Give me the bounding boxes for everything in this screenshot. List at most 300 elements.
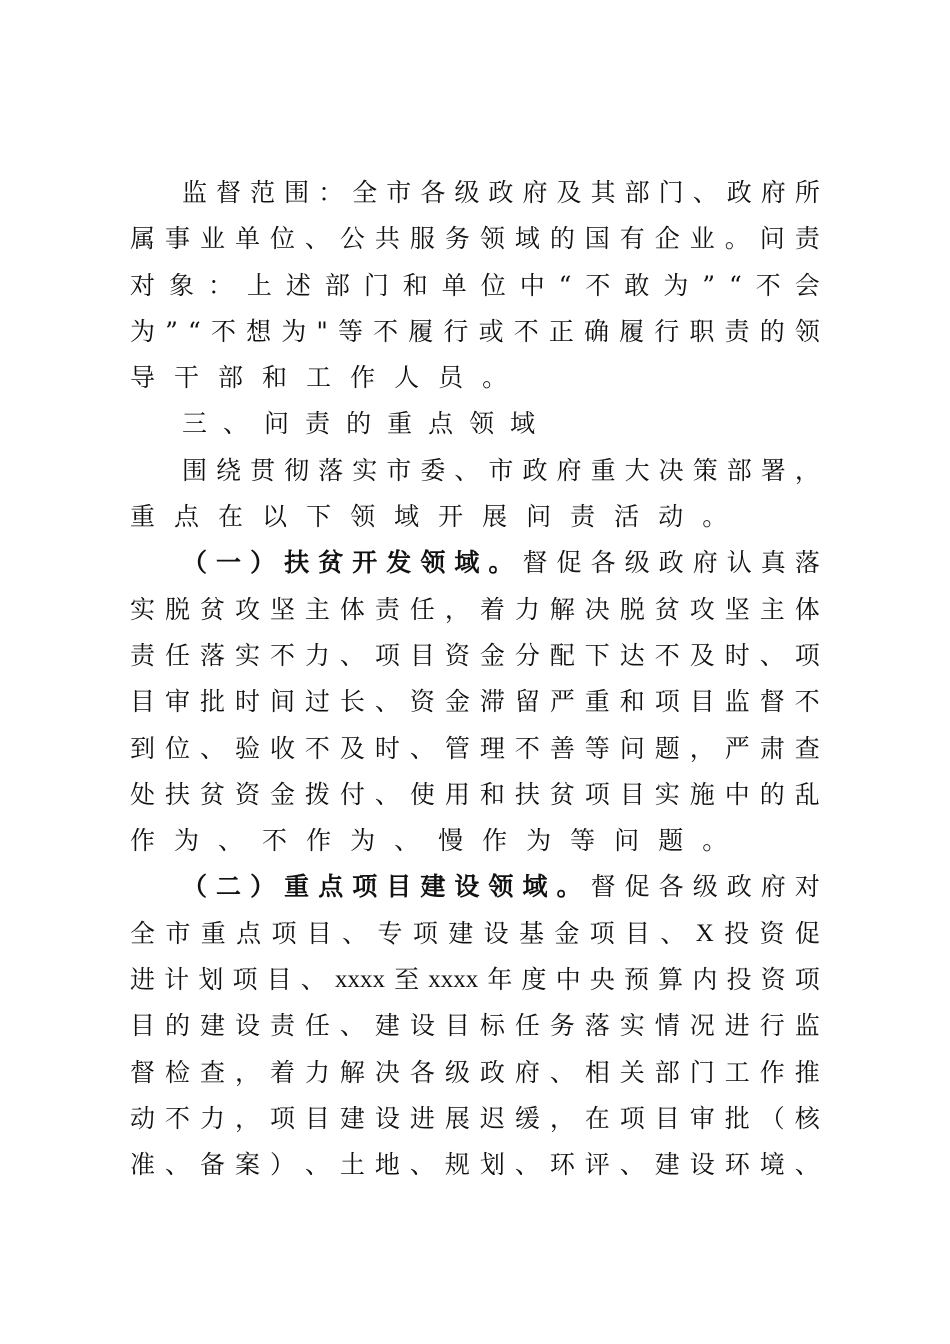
text: 部 (324, 270, 350, 300)
text: 、 (339, 640, 365, 670)
text: 验 (234, 733, 260, 763)
text: ， (234, 1103, 260, 1133)
text: 作 (350, 363, 376, 393)
text: 、 (692, 178, 718, 207)
text: 展 (482, 502, 508, 532)
text: 在 (218, 502, 244, 532)
text: 实 (234, 640, 260, 670)
text: 政 (726, 872, 752, 902)
text: 基 (518, 918, 544, 948)
text: 力 (304, 1057, 330, 1087)
text: 主 (304, 594, 330, 624)
text: 算 (658, 965, 684, 995)
text: 项 (271, 918, 297, 948)
text: 事 (164, 224, 190, 254)
text: 不 (304, 733, 330, 763)
text: 和 (262, 363, 288, 393)
text: 市 (488, 455, 514, 485)
text: 、 (394, 826, 420, 856)
text: 检 (164, 1057, 190, 1087)
text: 、 (409, 1150, 435, 1180)
text: 资 (759, 918, 785, 948)
text: 绕 (216, 455, 242, 485)
text: 、 (223, 409, 249, 439)
text: 严 (724, 733, 750, 763)
text: 攻 (234, 594, 260, 624)
text: “ (558, 270, 572, 300)
text: 或 (478, 316, 504, 346)
bold-text: 域 (454, 548, 480, 578)
text: 缓 (514, 1103, 540, 1133)
text: 市 (386, 455, 412, 485)
text: 工 (724, 1057, 750, 1087)
text: 目 (306, 918, 332, 948)
text: 达 (619, 640, 645, 670)
text: 下 (306, 502, 332, 532)
text: 解 (549, 594, 575, 624)
text: ： (207, 270, 233, 300)
paragraph-line (130, 772, 820, 818)
text: 围 (284, 178, 310, 207)
text: 中 (724, 779, 750, 809)
text: 督 (590, 872, 616, 902)
text: 土 (339, 1150, 365, 1180)
text: 肃 (759, 733, 785, 763)
text: 设 (409, 1011, 435, 1041)
text: 上 (246, 270, 272, 300)
text: 为 (526, 826, 552, 856)
text: 重 (584, 687, 610, 717)
text: 促 (556, 548, 582, 578)
text: 敢 (624, 270, 650, 300)
text: 内 (692, 965, 718, 995)
text: 审 (164, 687, 190, 717)
text: 进 (409, 1103, 435, 1133)
text: 项 (232, 965, 258, 995)
text: 责 (130, 640, 156, 670)
bold-text: ） (250, 872, 276, 902)
text: 收 (269, 733, 295, 763)
text: 资 (760, 965, 786, 995)
text: 部 (218, 363, 244, 393)
text: 配 (549, 640, 575, 670)
text: 单 (234, 224, 260, 254)
text: 着 (479, 594, 505, 624)
text: 范 (250, 178, 276, 207)
text: 市 (165, 918, 191, 948)
text: 批 (724, 1103, 750, 1133)
text: 共 (374, 224, 400, 254)
text: 关 (619, 1057, 645, 1087)
text: 有 (619, 224, 645, 254)
text: 等 (584, 733, 610, 763)
text: 不 (373, 316, 399, 346)
text: 脱 (164, 594, 190, 624)
text: 付 (339, 779, 365, 809)
paragraph-line (130, 911, 820, 957)
text: 督 (130, 1057, 156, 1087)
text: 业 (199, 224, 225, 254)
text: 公 (339, 224, 365, 254)
text: 善 (549, 733, 575, 763)
text: 设 (374, 1103, 400, 1133)
text: 署 (760, 455, 786, 485)
text: （ (759, 1103, 785, 1133)
text: 、 (660, 918, 686, 948)
text: 项 (412, 918, 438, 948)
text: 作 (759, 1057, 785, 1087)
text: 市 (386, 178, 412, 207)
paragraph-line (130, 864, 820, 910)
text: ， (794, 455, 820, 485)
text: 项 (589, 918, 615, 948)
text: 任 (514, 1011, 540, 1041)
text: " (316, 316, 328, 346)
text: 着 (269, 1057, 295, 1087)
text: 正 (548, 316, 574, 346)
text: 资 (234, 779, 260, 809)
text: 划 (198, 965, 224, 995)
text: 人 (394, 363, 420, 393)
text: 用 (444, 779, 470, 809)
text: 境 (759, 1150, 785, 1180)
paragraph-line (130, 540, 820, 586)
text: 项 (794, 965, 820, 995)
paragraph-line (130, 587, 820, 633)
text: 的 (759, 779, 785, 809)
bold-text: 二 (216, 872, 242, 902)
text: 行 (759, 1011, 785, 1041)
text: 责 (570, 502, 596, 532)
text: 下 (584, 640, 610, 670)
text: 府 (760, 872, 786, 902)
text: 划 (479, 1150, 505, 1180)
bold-text: 域 (522, 872, 548, 902)
text: 设 (483, 918, 509, 948)
text: 重 (200, 918, 226, 948)
paragraph-line (130, 448, 820, 494)
text: 为 (174, 826, 200, 856)
text: 单 (441, 270, 467, 300)
paragraph-line (130, 1142, 820, 1188)
text: 拨 (304, 779, 330, 809)
text: 策 (692, 455, 718, 485)
text: 府 (760, 178, 786, 207)
text: 门 (363, 270, 389, 300)
text: 领 (479, 224, 505, 254)
bold-text: 发 (386, 548, 412, 578)
text: 活 (614, 502, 640, 532)
text: 过 (304, 687, 330, 717)
text: 。 (724, 224, 750, 254)
text: 不 (164, 1103, 190, 1133)
bold-text: 领 (420, 548, 446, 578)
text: 攻 (689, 594, 715, 624)
text: 查 (199, 1057, 225, 1087)
text: 规 (444, 1150, 470, 1180)
text: 贫 (549, 779, 575, 809)
text: 实 (619, 1011, 645, 1041)
text: 各 (658, 872, 684, 902)
text: 力 (199, 1103, 225, 1133)
text: 为 (281, 316, 307, 346)
text: 目 (654, 1103, 680, 1133)
text: 督 (759, 687, 785, 717)
text: 点 (428, 409, 454, 439)
paragraph-line (130, 1050, 820, 1096)
text: 府 (692, 548, 718, 578)
text: 围 (182, 455, 208, 485)
text: 决 (584, 594, 610, 624)
text: 中 (519, 270, 545, 300)
bold-text: 重 (284, 872, 310, 902)
text: 准 (130, 1150, 156, 1180)
text: ， (234, 1057, 260, 1087)
paragraph-line (130, 726, 820, 772)
text: 问 (759, 224, 785, 254)
text: 、 (409, 733, 435, 763)
text: 、 (199, 733, 225, 763)
bold-text: 贫 (318, 548, 344, 578)
text: 力 (514, 594, 540, 624)
text: 目 (444, 1011, 470, 1041)
text: 到 (130, 733, 156, 763)
text: 、 (514, 1150, 540, 1180)
text: 况 (689, 1011, 715, 1041)
text: 、 (164, 1150, 190, 1180)
text: 时 (724, 640, 750, 670)
text: 计 (164, 965, 190, 995)
text: 监 (724, 687, 750, 717)
text: 批 (199, 687, 225, 717)
text: 政 (522, 455, 548, 485)
text: “ (729, 270, 742, 300)
paragraph-line (130, 309, 820, 355)
text: 真 (760, 548, 786, 578)
text: 认 (726, 548, 752, 578)
text: 职 (689, 316, 715, 346)
text: 和 (402, 270, 428, 300)
text: 贫 (199, 594, 225, 624)
text: 题 (654, 733, 680, 763)
text: 主 (759, 594, 785, 624)
text: 会 (794, 270, 820, 300)
paragraph-line (130, 216, 820, 262)
text: 建 (654, 1150, 680, 1180)
text: 部 (726, 455, 752, 485)
text: 位 (480, 270, 506, 300)
text: 员 (438, 363, 464, 393)
text: 核 (794, 1103, 820, 1133)
text: 贯 (250, 455, 276, 485)
text: 预 (624, 965, 650, 995)
text: 府 (514, 1057, 540, 1087)
text: 履 (408, 316, 434, 346)
text: 目 (130, 687, 156, 717)
text: 至 (394, 965, 420, 995)
text: 决 (374, 1057, 400, 1087)
text: 不 (794, 687, 820, 717)
text: 以 (262, 502, 288, 532)
document-page (130, 170, 820, 1189)
text: 、 (342, 918, 368, 948)
text: 级 (692, 872, 718, 902)
text: 扶 (514, 779, 540, 809)
text: 干 (174, 363, 200, 393)
text: 投 (724, 918, 750, 948)
text: 建 (448, 918, 474, 948)
paragraph-line (130, 633, 820, 679)
text: 重 (590, 455, 616, 485)
text: 各 (420, 178, 446, 207)
text: 政 (479, 1057, 505, 1087)
text: “ (188, 316, 201, 346)
text: 促 (624, 872, 650, 902)
text: 。 (702, 502, 728, 532)
text: 项 (374, 640, 400, 670)
text: 建 (339, 1103, 365, 1133)
text: 三 (182, 409, 208, 439)
text: ） (269, 1150, 295, 1180)
text: 留 (514, 687, 540, 717)
text: 服 (409, 224, 435, 254)
text: 长 (339, 687, 365, 717)
text: 迟 (479, 1103, 505, 1133)
text: 、 (304, 1150, 330, 1180)
text: 政 (658, 548, 684, 578)
text: 开 (438, 502, 464, 532)
text: 位 (164, 733, 190, 763)
text: 坚 (269, 594, 295, 624)
text: 展 (444, 1103, 470, 1133)
text: 审 (689, 1103, 715, 1133)
text: 投 (726, 965, 752, 995)
text: 为 (130, 316, 156, 346)
text: 业 (689, 224, 715, 254)
text: 和 (479, 779, 505, 809)
text: 责 (269, 1011, 295, 1041)
text: 金 (479, 640, 505, 670)
text: 责 (724, 316, 750, 346)
text: 其 (590, 178, 616, 207)
text: 督 (216, 178, 242, 207)
text: 金 (269, 779, 295, 809)
text: 不 (269, 640, 295, 670)
text: 及 (556, 178, 582, 207)
text: 不 (585, 270, 611, 300)
paragraph-line (130, 170, 820, 216)
text: 各 (409, 1057, 435, 1087)
text: 相 (584, 1057, 610, 1087)
text: 资 (444, 640, 470, 670)
text: 目 (409, 640, 435, 670)
bold-text: （ (182, 872, 208, 902)
text: 时 (234, 687, 260, 717)
text: 对 (794, 872, 820, 902)
text: 问 (526, 502, 552, 532)
text: 政 (488, 178, 514, 207)
paragraph-line (130, 494, 820, 540)
text: ” (702, 270, 716, 300)
text: 央 (589, 965, 615, 995)
text: 标 (479, 1011, 505, 1041)
text: 决 (658, 455, 684, 485)
text: 落 (318, 455, 344, 485)
text: 情 (654, 1011, 680, 1041)
text: 领 (469, 409, 495, 439)
text: 扶 (164, 779, 190, 809)
text: 任 (304, 1011, 330, 1041)
text: 动 (658, 502, 684, 532)
text: 时 (374, 733, 400, 763)
text: 工 (306, 363, 332, 393)
text: 、 (374, 779, 400, 809)
text: 贫 (199, 779, 225, 809)
text: 不 (210, 316, 236, 346)
text: 目 (689, 687, 715, 717)
text: 项 (269, 1103, 295, 1133)
text: 落 (794, 548, 820, 578)
text: 环 (724, 1150, 750, 1180)
text: 履 (619, 316, 645, 346)
text: 督 (522, 548, 548, 578)
text: 资 (409, 687, 435, 717)
text: 等 (338, 316, 364, 346)
bold-text: 点 (318, 872, 344, 902)
text: 属 (130, 224, 156, 254)
text: 落 (199, 640, 225, 670)
text: 域 (394, 502, 420, 532)
text: 、 (374, 687, 400, 717)
text: 的 (346, 409, 372, 439)
text: 重 (387, 409, 413, 439)
text: 为 (663, 270, 689, 300)
text: 目 (625, 918, 651, 948)
text: 责 (305, 409, 331, 439)
text: 述 (285, 270, 311, 300)
bold-text: 一 (216, 548, 242, 578)
text: 的 (164, 1011, 190, 1041)
text: 目 (266, 965, 292, 995)
text: 彻 (284, 455, 310, 485)
text: 不 (262, 826, 288, 856)
text: 国 (584, 224, 610, 254)
text: 专 (377, 918, 403, 948)
text: 责 (374, 594, 400, 624)
text: 体 (794, 594, 820, 624)
text: 地 (374, 1150, 400, 1180)
text: 为 (350, 826, 376, 856)
text: 监 (794, 1011, 820, 1041)
text: 门 (689, 1057, 715, 1087)
text: 想 (246, 316, 272, 346)
text: 项 (584, 779, 610, 809)
text: ” (165, 316, 178, 346)
text: 级 (454, 178, 480, 207)
text: 金 (554, 918, 580, 948)
text: 政 (726, 178, 752, 207)
text: 环 (549, 1150, 575, 1180)
text: 行 (443, 316, 469, 346)
paragraph-line (130, 1096, 820, 1142)
bold-text: 。 (556, 872, 582, 902)
text: 、 (549, 1057, 575, 1087)
text: ， (689, 733, 715, 763)
text: 进 (130, 965, 156, 995)
text: 、 (759, 640, 785, 670)
text: 企 (654, 224, 680, 254)
text: 推 (794, 1057, 820, 1087)
